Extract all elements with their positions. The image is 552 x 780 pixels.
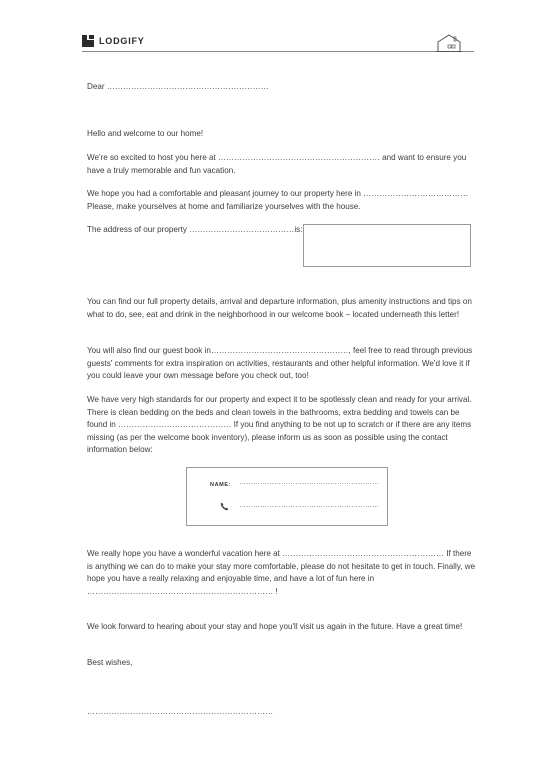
contact-box [186, 467, 388, 526]
letter-header [0, 0, 552, 60]
guestbook-paragraph: You will also find our guest book in……………………………………………, feel free to read through previous guests' comments for extra inspiration on activities, restaurants and other helpful information. We'd love it if you could leave your own message before you check out, too! [87, 346, 473, 381]
phone-icon [220, 502, 229, 511]
salutation: Dear …………………………………………………… [87, 82, 269, 91]
welcome-line: Hello and welcome to our home! [87, 129, 204, 138]
excited-paragraph: We're so excited to host you here at …………………………………………………… and want to ensure you have a truly memorable and fun vacation. [87, 153, 467, 175]
closing: Best wishes, [87, 658, 133, 667]
header-rule [82, 51, 474, 52]
lodgify-logo-icon [82, 35, 94, 47]
brand-logo [82, 35, 145, 47]
brand-name: LODGIFY [99, 36, 145, 46]
address-label: The address of our property …………………………………is: [87, 225, 303, 234]
address-box [303, 224, 471, 267]
contact-name-field: …………………………………………………… [239, 479, 379, 486]
house-icon [436, 34, 462, 52]
forward-paragraph: We look forward to hearing about your stay and hope you'll visit us again in the future. Have a great time! [87, 622, 463, 631]
journey-paragraph: We hope you had a comfortable and pleasant journey to our property here in ………………………………… Please, make yourselves at home and familiarize yourselves with the house. [87, 189, 469, 211]
details-paragraph: You can find our full property details, arrival and departure information, plus amenity instructions and tips on what to do, see, eat and drink in the neighborhood in our welcome book – located underneath this letter! [87, 297, 472, 319]
signature-line: …………………………………………………………… [87, 707, 274, 716]
wonderful-paragraph: We really hope you have a wonderful vacation here at …………………………………………………… If there is anything we can do to make your stay more comfortable, please do not hesitate to get in touch. Finally, we hope you have a really relaxing and enjoyable time, and have a lot of fun here in …………………………………………………………… ! [87, 549, 476, 596]
contact-name-label: NAME: [210, 482, 232, 488]
contact-phone-field: …………………………………………………… [239, 502, 379, 509]
standards-paragraph: We have very high standards for our property and expect it to be spotlessly clean and ready for your arrival. There is clean bedding on the beds and clean towels in the bathrooms, extra bedding and towels can be found in …………………………………… If you find anything to be not up to scratch or if there are any items missing (as per the welcome book inventory), please inform us as soon as possible using the contact information below: [87, 395, 472, 455]
